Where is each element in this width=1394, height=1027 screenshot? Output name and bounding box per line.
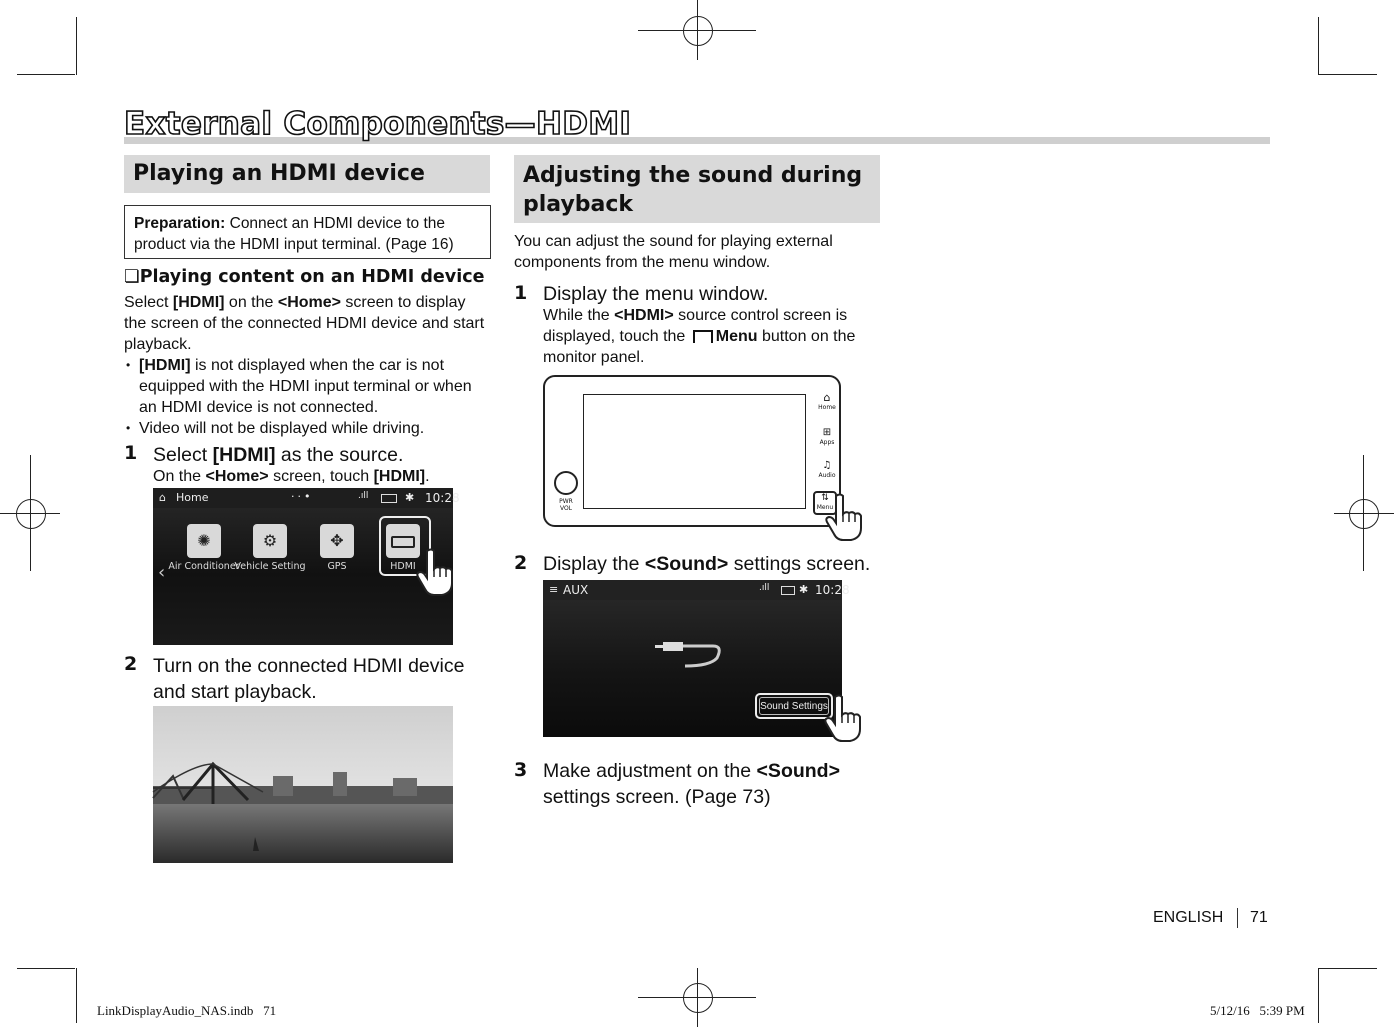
step-hdmi: [HDMI] [212,444,276,466]
preparation-label: Preparation: [134,215,226,232]
footer-divider [1237,908,1238,928]
monitor-panel [543,375,841,527]
step-hdmi: <HDMI> [614,307,674,324]
intro-text: Select [124,294,173,311]
step-sub-text [153,466,483,487]
step-sound: <Sound> [644,553,729,575]
volume-knob[interactable] [554,471,578,495]
clock: 10:28 [815,583,850,597]
step-sound: <Sound> [756,760,840,782]
bullet-bold: [HDMI] [139,357,191,374]
intro-home: <Home> [277,294,341,311]
step-text: Display the [543,553,645,575]
battery-icon [381,494,397,503]
step-text: While the [543,307,615,324]
page-title: External Components—HDMI [124,106,632,142]
subheading-playing-content: ❏Playing content on an HDMI device [124,267,485,287]
fan-icon: ✺ [197,531,211,550]
menu-button-icon [693,330,713,343]
knob-label: PWR VOL [559,498,573,512]
step-text: settings screen. [728,553,871,575]
intro-text: screen to display the screen of the connected HDMI device and start playback. [124,294,485,353]
step-menu: Menu [715,328,758,345]
step-number: 1 [514,282,528,304]
aux-screen-image [543,580,850,737]
tile-label: Air Conditioner [168,561,240,572]
home-screen-image [153,488,460,645]
monitor-screen [583,394,806,509]
home-icon: ⌂ [159,491,166,504]
step-number: 3 [514,759,528,781]
step-text: button on the monitor panel. [543,328,856,366]
bluetooth-icon: ✱ [405,491,415,504]
preparation-text: Connect an HDMI device to the product via the HDMI input terminal. (Page 16) [134,215,454,253]
clock: 10:28 [425,491,460,505]
step-text: settings screen. (Page 73) [543,786,771,808]
status-bar [153,488,460,508]
step-number: 2 [124,653,138,675]
bullet-item [124,418,479,439]
step-text: On the [153,468,206,485]
step-sub-text [543,305,879,368]
air-conditioner-tile[interactable] [187,524,221,558]
step-text: screen, touch [268,468,374,485]
bluetooth-icon: ✱ [799,583,809,596]
signal-icon: .ıll [759,583,770,593]
monitor-audio-button[interactable] [817,460,837,479]
step-number: 1 [124,442,138,464]
step-main-text [153,442,483,468]
intro-paragraph [124,292,486,355]
hdmi-port-icon [391,536,415,548]
step-home: <Home> [205,468,269,485]
tile-label: HDMI [390,561,416,572]
touch-hand-icon [821,693,863,741]
signal-icon: .ıll [358,491,369,501]
apps-grid-icon: ⊞ [822,427,832,438]
preparation-box [124,205,491,259]
print-slug-date: 5/12/16 5:39 PM [1210,1003,1305,1018]
bullet-text: Video will not be displayed while driving. [139,420,425,437]
intro-paragraph: You can adjust the sound for playing external components from the menu window. [514,233,833,271]
gps-tile[interactable] [320,524,354,558]
page-dots: ··• [291,490,314,503]
step-text: . [425,468,430,485]
tile-label: Vehicle Setting [234,561,306,572]
step-main-text: Display the menu window. [543,283,769,305]
tile-label: GPS [327,561,347,572]
button-label: Apps [819,439,835,446]
hdmi-playback-photo [153,706,453,863]
section-heading-playing: Playing an HDMI device [124,155,490,193]
step-text: as the source. [275,444,404,466]
touch-hand-icon [413,547,455,595]
step-text: Make adjustment on the [543,760,757,782]
screen-title: AUX [563,583,589,597]
footer-language: ENGLISH [1153,909,1224,926]
footer-page-number: 71 [1250,909,1268,926]
aux-cable-icon [655,636,725,676]
vehicle-setting-tile[interactable] [253,524,287,558]
chevron-left-icon[interactable]: ‹ [158,562,166,583]
button-label: Sound Settings [759,697,829,715]
step-main-text [543,551,883,577]
car-gear-icon: ⚙ [262,531,278,550]
button-label: Menu [816,504,834,511]
intro-text: on the [224,294,278,311]
print-slug-file: LinkDisplayAudio_NAS.indb 71 [97,1003,277,1018]
touch-hand-icon [822,492,864,540]
battery-icon [781,586,795,595]
step-text: Select [153,444,213,466]
bullet-item [124,355,479,418]
step-text: source control screen is displayed, touch the [543,307,848,345]
button-label: Audio [818,472,836,479]
step-number: 2 [514,552,528,574]
satellite-icon: ✥ [330,531,344,550]
bullet-text: is not displayed when the car is not equipped with the HDMI input terminal or when an HDMI device is not connected. [139,357,472,416]
music-note-icon: ♫ [822,460,832,471]
menu-icon: ⇅ [821,493,829,503]
step-main-text: Turn on the connected HDMI device and start playback. [153,655,465,703]
monitor-home-button[interactable] [817,392,837,411]
screen-title: Home [176,491,209,504]
status-bar [543,580,850,600]
source-icon: ≡ [549,583,559,596]
intro-hdmi: [HDMI] [172,294,225,311]
section-heading-adjusting: Adjusting the sound during playback [514,155,880,223]
step-main-text [543,758,873,810]
button-label: Home [818,404,836,411]
monitor-apps-button[interactable] [817,427,837,446]
step-hdmi: [HDMI] [373,468,426,485]
home-icon: ⌂ [823,391,831,404]
